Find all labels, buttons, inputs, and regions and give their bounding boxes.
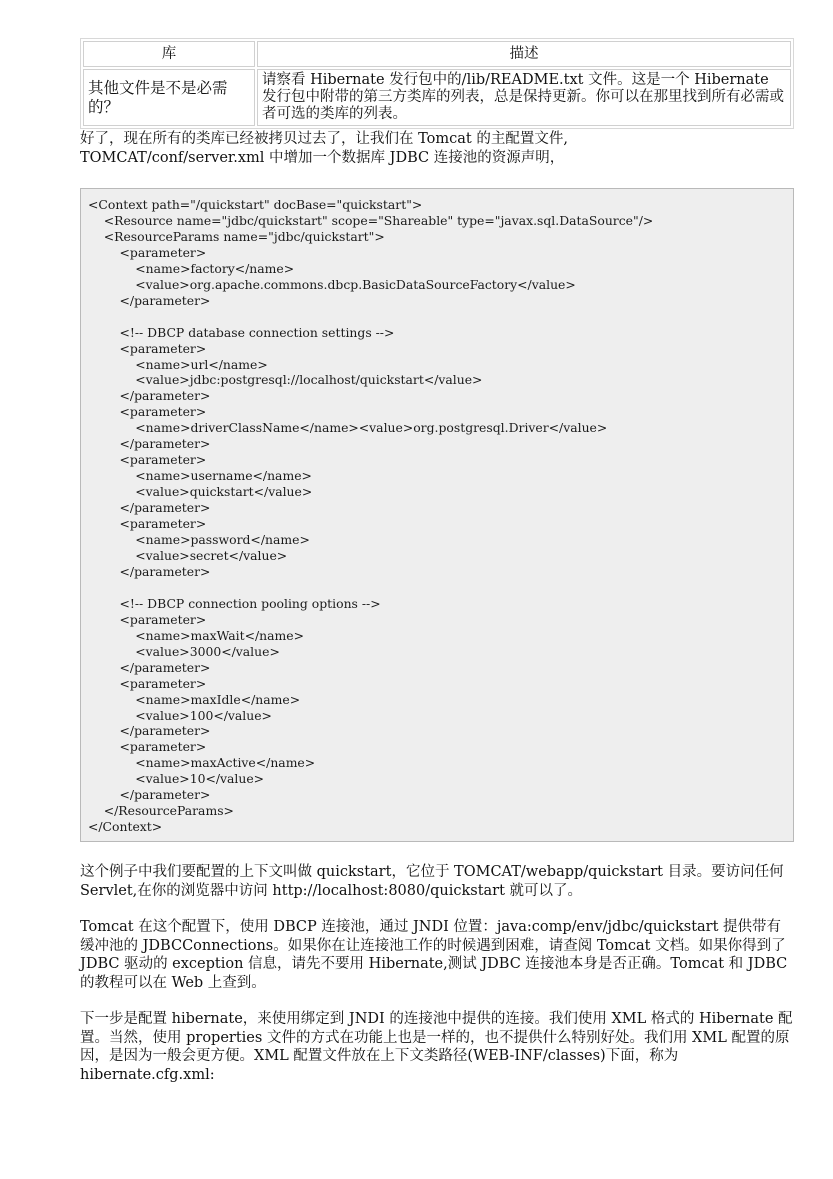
code-line: <name>driverClassName</name><value>org.postgresql.Driver</value> [88,420,608,436]
code-line: <value>jdbc:postgresql://localhost/quickstart</value> [88,372,483,388]
code-line: </parameter> [88,659,211,675]
code-line: <!-- DBCP connection pooling options --> [88,595,381,611]
code-line: <parameter> [88,452,207,468]
table-header-row [83,41,791,67]
code-line: <value>secret</value> [88,547,288,563]
code-line: <name>url</name> [88,356,268,372]
code-line: <value>10</value> [88,771,265,787]
code-line: <Resource name="jdbc/quickstart" scope="Shareable" type="javax.sql.DataSource"/> [88,212,654,228]
code-line: <parameter> [88,340,207,356]
next-step-paragraph: 下一步是配置 hibernate，来使用绑定到 JNDI 的连接池中提供的连接。我们使用 XML 格式的 Hibernate 配置。当然，使用 properties 文件的方式在功能上也是一样的，也不提供什么特别好处。我们用 XML 配置的原因，是因为一般会更方便。XML 配置文件放在上下文类路径(WEB-INF/classes)下面，称为 hibernate.cfg.xml: [80,1011,793,1083]
code-line: </parameter> [88,500,211,516]
code-line: </parameter> [88,563,211,579]
code-line: <ResourceParams name="jdbc/quickstart"> [88,228,385,244]
code-line: <parameter> [88,244,207,260]
code-line: <parameter> [88,675,207,691]
code-line: <value>quickstart</value> [88,484,313,500]
code-line: <parameter> [88,404,207,420]
code-line: <value>3000</value> [88,643,280,659]
code-line: </parameter> [88,787,211,803]
code-line: <name>maxActive</name> [88,755,316,771]
code-line: <name>maxWait</name> [88,627,304,643]
server-xml-code-block [80,188,794,842]
code-line: <parameter> [88,739,207,755]
table-cell-library: 其他文件是不是必需的？ [83,69,255,126]
code-line: <value>org.apache.commons.dbcp.BasicDataSourceFactory</value> [88,276,576,292]
code-line: <parameter> [88,516,207,532]
code-line: </parameter> [88,292,211,308]
code-line: </Context> [88,819,163,835]
tomcat-paragraph: Tomcat 在这个配置下，使用 DBCP 连接池，通过 JNDI 位置：java:comp/env/jdbc/quickstart 提供带有缓冲池的 JDBCConnections。如果你在让连接池工作的时候遇到困难，请查阅 Tomcat 文档。如果你得到了 JDBC 驱动的 exception 信息，请先不要用 Hibernate,测试 JDBC 连接池本身是否正确。Tomcat 和 JDBC 的教程可以在 Web 上查到。 [80,919,792,991]
code-line: <Context path="/quickstart" docBase="quickstart"> [88,197,423,212]
intro-paragraph: 好了，现在所有的类库已经被拷贝过去了，让我们在 Tomcat 的主配置文件, TOMCAT/conf/server.xml 中增加一个数据库 JDBC 连接池的资源声明， [80,131,568,166]
code-line: <name>username</name> [88,468,312,484]
table-row [83,69,791,126]
header-description: 描述 [257,41,791,67]
code-line: </parameter> [88,723,211,739]
code-line: <!-- DBCP database connection settings --> [88,324,395,340]
code-line: </ResourceParams> [88,803,234,819]
library-table [80,38,794,129]
context-paragraph: 这个例子中我们要配置的上下文叫做 quickstart，它位于 TOMCAT/webapp/quickstart 目录。要访问任何 Servlet,在你的浏览器中访问 http://localhost:8080/quickstart 就可以了。 [80,864,789,899]
header-library: 库 [83,41,255,67]
code-line: <parameter> [88,611,207,627]
code-line: <name>maxIdle</name> [88,691,301,707]
code-line: <name>factory</name> [88,260,295,276]
code-line: <value>100</value> [88,707,272,723]
code-line: <name>password</name> [88,532,310,548]
table-cell-description: 请察看 Hibernate 发行包中的/lib/README.txt 文件。这是一个 Hibernate 发行包中附带的第三方类库的列表，总是保持更新。你可以在那里找到所有必需或者可选的类库的列表。 [257,69,791,126]
document-page [80,38,794,1084]
code-line: </parameter> [88,388,211,404]
code-line: </parameter> [88,436,211,452]
